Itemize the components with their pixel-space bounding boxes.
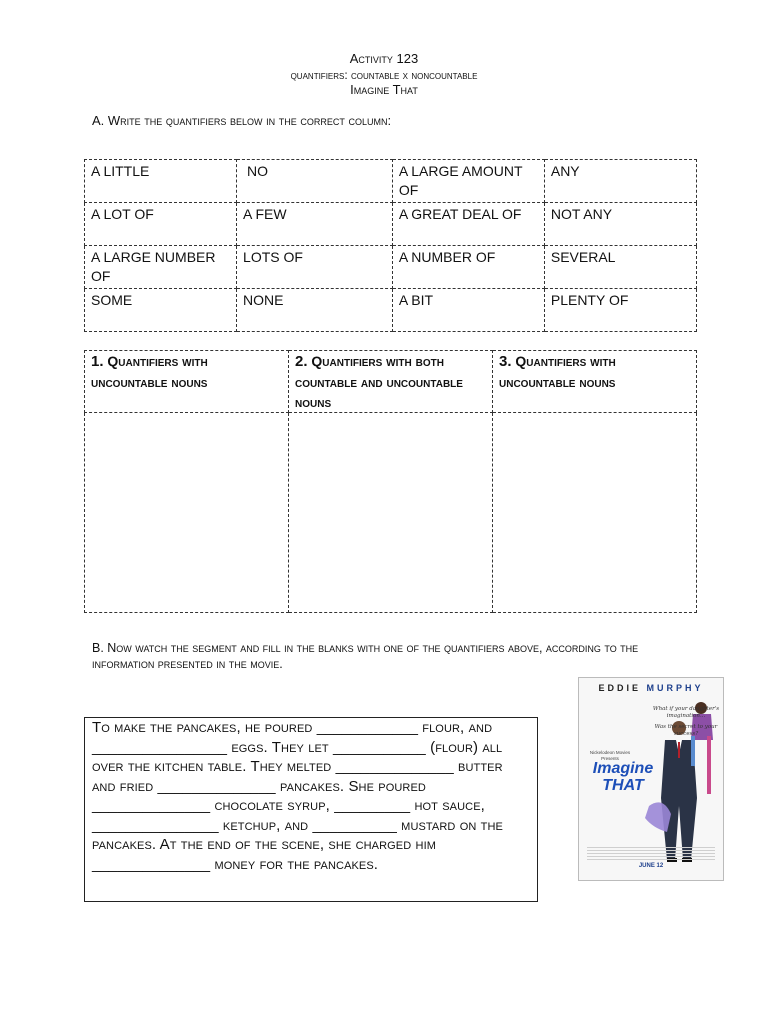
category-columns-table <box>84 350 697 613</box>
quantifier-cell: A NUMBER OF <box>392 246 544 289</box>
quantifier-cell: A LARGE AMOUNT OF <box>392 160 544 203</box>
worksheet-subtitle: quantifiers: countable x noncountable <box>290 68 478 82</box>
poster-presents: Nickelodeon Movies Presents <box>589 750 631 761</box>
movie-poster <box>578 677 724 881</box>
quantifier-cell: ANY <box>544 160 696 203</box>
worksheet-title: Activity 123 <box>349 51 419 66</box>
poster-tagline-2: Was the secret to your success? <box>654 724 718 737</box>
quantifier-cell: A FEW <box>237 203 393 246</box>
quantifier-word-table <box>84 159 697 332</box>
quantifier-cell: LOTS OF <box>237 246 393 289</box>
fill-in-passage: To make the pancakes, he poured ____________ flour, and ________________ eggs. They let ___________ (flour) all over the kitchen table. They melted ______________ butter and fried ______________ pancakes. She poured ______________ chocolate syrup, _________ hot sauce, _______________ ketchup, and __________ mustard on the pancakes. At the end of the scene, she charged him ______________ money for the pancakes. <box>84 717 538 902</box>
table-row <box>85 246 697 289</box>
answer-column-1[interactable] <box>85 413 289 613</box>
category-number: 2. <box>295 353 308 370</box>
category-label: Quantifiers with uncountable nouns <box>91 353 208 390</box>
quantifier-cell: PLENTY OF <box>544 289 696 332</box>
quantifier-cell: A LARGE NUMBER OF <box>85 246 237 289</box>
quantifier-cell: NO <box>237 160 393 203</box>
category-header-2 <box>289 351 493 413</box>
table-row <box>85 413 697 613</box>
quantifier-cell: A LITTLE <box>85 160 237 203</box>
quantifier-cell: NOT ANY <box>544 203 696 246</box>
quantifier-cell: SOME <box>85 289 237 332</box>
answer-column-3[interactable] <box>493 413 697 613</box>
table-row <box>85 160 697 203</box>
category-label: Quantifiers with both countable and uncountable nouns <box>295 353 463 410</box>
poster-actor-name: EDDIE MURPHY <box>598 683 704 693</box>
category-number: 3. <box>499 353 512 370</box>
table-row <box>85 203 697 246</box>
poster-tagline: What if your daughter's imagination... <box>652 706 720 719</box>
poster-credits-block <box>587 846 715 860</box>
category-header-1 <box>85 351 289 413</box>
quantifier-cell: NONE <box>237 289 393 332</box>
poster-release-date: JUNE 12 <box>638 863 664 869</box>
category-label: Quantifiers with uncountable nouns <box>499 353 616 390</box>
section-b-instruction: B. Now watch the segment and fill in the blanks with one of the quantifiers above, according to the information presented in the movie. <box>92 641 639 671</box>
section-a-instruction: A. Write the quantifiers below in the correct column: <box>92 113 392 128</box>
poster-title: Imagine THAT <box>592 760 654 794</box>
movie-title: Imagine That <box>350 82 418 97</box>
quantifier-cell: A BIT <box>392 289 544 332</box>
quantifier-cell: SEVERAL <box>544 246 696 289</box>
quantifier-cell: A LOT OF <box>85 203 237 246</box>
category-number: 1. <box>91 353 104 370</box>
quantifier-cell: A GREAT DEAL OF <box>392 203 544 246</box>
table-row <box>85 351 697 413</box>
category-header-3 <box>493 351 697 413</box>
table-row <box>85 289 697 332</box>
answer-column-2[interactable] <box>289 413 493 613</box>
